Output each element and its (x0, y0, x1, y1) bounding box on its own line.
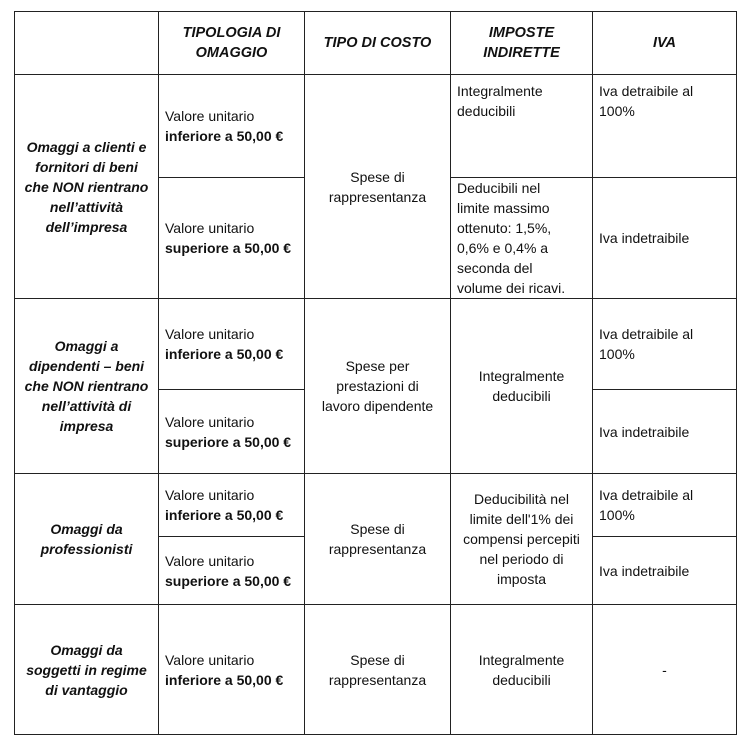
tipologia-threshold: inferiore a 50,00 € (165, 128, 284, 144)
cost-type-line: Spese di (350, 168, 405, 185)
iva-cell (593, 474, 737, 537)
table-row (15, 605, 737, 735)
category-line: Omaggi da (50, 521, 123, 537)
cost-type-line: rappresentanza (328, 188, 427, 205)
tax-cell (451, 75, 593, 178)
tipologia-cell (159, 75, 305, 178)
iva-line: Iva indetraibile (599, 562, 690, 579)
header-imposte-line2: INDIRETTE (483, 45, 560, 61)
iva-line: 100% (599, 507, 635, 523)
tipologia-threshold: inferiore a 50,00 € (165, 346, 284, 362)
iva-line: Iva detraibile al (599, 83, 694, 99)
category-line: Omaggi a (54, 338, 119, 354)
category-line: dell’impresa (45, 218, 128, 235)
cost-type-cell (305, 474, 451, 605)
iva-line: Iva detraibile al (599, 487, 694, 503)
iva-line: Iva indetraibile (599, 230, 690, 246)
header-imposte-line1: IMPOSTE (488, 25, 555, 41)
tax-cell (451, 474, 593, 605)
tipologia-cell (159, 178, 305, 299)
iva-line: 100% (599, 103, 635, 119)
iva-cell (593, 178, 737, 299)
iva-line: Iva indetraibile (599, 423, 690, 440)
iva-cell (593, 299, 737, 390)
tipologia-line: Valore unitario (165, 108, 255, 124)
table-row (15, 75, 737, 178)
tax-cell (451, 299, 593, 474)
tipologia-threshold: superiore a 50,00 € (165, 572, 292, 589)
iva-cell (593, 537, 737, 605)
tipologia-line: Valore unitario (165, 651, 255, 668)
tipologia-line: Valore unitario (165, 487, 255, 503)
tax-line: Integralmente (478, 651, 565, 668)
cost-type-line: rappresentanza (328, 541, 427, 557)
cost-type-line: lavoro dipendente (321, 398, 434, 414)
header-tipologia-line1: TIPOLOGIA DI (182, 25, 281, 41)
tax-line: Deducibilità nel (474, 491, 569, 507)
header-tipo-costo: TIPO DI COSTO (305, 12, 451, 75)
category-line: fornitori di beni (35, 158, 138, 175)
category-line: soggetti in regime (26, 661, 147, 678)
iva-line: 100% (599, 346, 635, 362)
category-line: nell’attività (49, 198, 124, 215)
tipologia-cell (159, 537, 305, 605)
tipologia-cell (159, 390, 305, 474)
tipologia-line: Valore unitario (165, 326, 255, 342)
tipologia-cell (159, 299, 305, 390)
tax-line: ottenuto: 1,5%, (457, 220, 552, 236)
iva-line: Iva detraibile al (599, 326, 694, 342)
category-line: che NON rientrano (24, 378, 149, 394)
category-line: Omaggi a clienti e (26, 138, 147, 155)
tipologia-cell (159, 474, 305, 537)
tax-line: deducibili (492, 671, 551, 688)
category-cell (15, 299, 159, 474)
cost-type-line: prestazioni di (336, 378, 419, 394)
tax-line: Integralmente (457, 83, 543, 99)
table-row (15, 299, 737, 390)
header-tipologia (159, 12, 305, 75)
cost-type-line: Spese per (345, 358, 410, 374)
category-line: impresa (59, 418, 114, 434)
tipologia-threshold: inferiore a 50,00 € (165, 671, 284, 688)
header-empty (15, 12, 159, 75)
category-cell (15, 605, 159, 735)
tipologia-threshold: superiore a 50,00 € (165, 240, 292, 256)
tipologia-line: Valore unitario (165, 413, 255, 430)
category-cell (15, 75, 159, 299)
tipologia-threshold: inferiore a 50,00 € (165, 507, 284, 523)
tax-line: deducibili (492, 388, 551, 404)
tax-line: Integralmente (478, 368, 565, 384)
tipologia-cell (159, 605, 305, 735)
iva-line: - (662, 661, 667, 678)
tax-line: seconda del (457, 260, 533, 276)
iva-cell (593, 605, 737, 735)
iva-cell (593, 75, 737, 178)
tax-line: compensi percepiti (463, 531, 580, 547)
header-imposte (451, 12, 593, 75)
tax-line: limite dell'1% dei (469, 511, 574, 527)
cost-type-line: Spese di (350, 651, 405, 668)
category-line: che NON rientrano (24, 178, 149, 195)
table-row (15, 474, 737, 537)
tax-line: nel periodo di (479, 551, 564, 567)
cost-type-cell (305, 299, 451, 474)
tipologia-line: Valore unitario (165, 220, 255, 236)
header-iva: IVA (593, 12, 737, 75)
tax-line: 0,6% e 0,4% a (457, 240, 549, 256)
tipologia-threshold: superiore a 50,00 € (165, 433, 292, 450)
iva-cell (593, 390, 737, 474)
tipologia-line: Valore unitario (165, 552, 255, 569)
category-line: Omaggi da (50, 641, 123, 658)
tax-line: imposta (496, 571, 547, 587)
category-line: dipendenti – beni (28, 358, 145, 374)
tax-cell (451, 605, 593, 735)
cost-type-line: rappresentanza (328, 671, 427, 688)
header-row (15, 12, 737, 75)
tax-cell (451, 178, 593, 299)
cost-type-cell (305, 75, 451, 299)
omaggi-table (14, 11, 737, 735)
cost-type-cell (305, 605, 451, 735)
category-line: nell’attività di (41, 398, 132, 414)
tax-line: Deducibili nel (457, 180, 541, 196)
category-line: professionisti (40, 541, 133, 557)
tax-line: limite massimo (457, 200, 550, 216)
cost-type-line: Spese di (350, 521, 405, 537)
category-line: di vantaggio (45, 681, 128, 698)
tax-line: deducibili (457, 103, 516, 119)
tax-line: volume dei ricavi. (457, 280, 566, 296)
header-tipologia-line2: OMAGGIO (195, 45, 268, 61)
category-cell (15, 474, 159, 605)
